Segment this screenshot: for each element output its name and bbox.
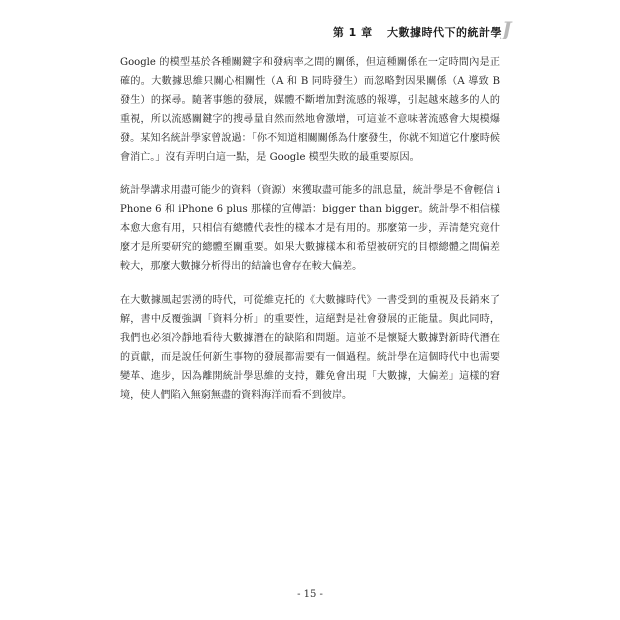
chapter-number: 第 1 章 xyxy=(332,26,373,39)
running-header xyxy=(333,24,502,40)
svg-text:J: J xyxy=(502,19,512,39)
paragraph-1: Google 的模型基於各種關鍵字和發病率之間的關係，但這種關係在一定時間內是正確的。大數據思維只關心相關性（A 和 B 同時發生）而忽略對因果關係（A 導致 B 發生）的探尋。隨著事態的發展，媒體不斷增加對流感的報導，引起越來越多的人的重視，所以流感關鍵字的搜尋量自然而然地會激增，可這並不意味著流感會大規模爆發。某知名統計學家曾說過：「你不知道相關關係為什麼發生，你就不知道它什麼時候會消亡。」沒有弄明白這一點，是 Google 模型失敗的最重要原因。 xyxy=(120,57,500,163)
chapter-number-mark-icon xyxy=(500,19,516,39)
chapter-title: 大數據時代下的統計學 xyxy=(387,26,502,39)
paragraph-3: 在大數據風起雲湧的時代，可從維克托的《大數據時代》一書受到的重視及長銷來了解，書中反覆強調「資料分析」的重要性，這絕對是社會發展的正能量。與此同時，我們也必須冷靜地看待大數據潛在的缺陷和問題。這並不是懷疑大數據對新時代潛在的貢獻，而是說任何新生事物的發展都需要有一個過程。統計學在這個時代中也需要變革、進步，因為離開統計學思維的支持，難免會出現「大數據，大偏差」這樣的窘境，使人們陷入無窮無盡的資料海洋而看不到彼岸。 xyxy=(120,294,500,401)
body-text xyxy=(120,54,500,420)
paragraph-2: 統計學講求用盡可能少的資料（資源）來獲取盡可能多的訊息量，統計學是不會輕信 iPhone 6 和 iPhone 6 plus 那樣的宣傳語：bigger than bigger。統計學不相信樣本愈大愈有用，只相信有總體代表性的樣本才是有用的。那麼第一步，弄清楚究竟什麼才是所要研究的總體至關重要。如果大數據樣本和希望被研究的目標總體之間偏差較大，那麼大數據分析得出的結論也會存在較大偏差。 xyxy=(120,185,500,273)
page-number: - 15 - xyxy=(297,589,323,600)
